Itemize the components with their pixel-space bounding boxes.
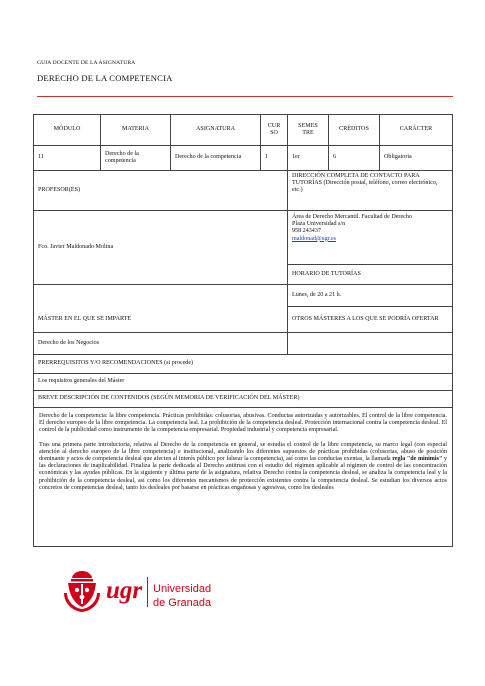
ugr-wordmark: ugr — [106, 577, 143, 604]
prereq-value: Los requisitos generales del Máster — [34, 374, 453, 391]
prereq-note: (si procede) — [164, 360, 194, 367]
master-header-row — [34, 307, 453, 333]
column-header: SEMES TRE — [288, 115, 329, 146]
professor-name: Fco. Javier Maldonado Molina — [34, 211, 288, 285]
tutoring-row — [34, 285, 453, 307]
other-masters-label: OTROS MÁSTERES A LOS QUE SE PODRÍA OFERTAR — [288, 307, 453, 333]
cell-module: 11 — [34, 146, 101, 171]
column-header: CARÁCTER — [380, 115, 453, 146]
university-crest-icon — [62, 565, 252, 615]
document-title: DERECHO DE LA COMPETENCIA — [37, 73, 173, 83]
brief-row — [34, 408, 453, 547]
brief-label: BREVE DESCRIPCIÓN DE CONTENIDOS (SEGÚN MEMORIA DE VERIFICACIÓN DEL MÁSTER) — [34, 391, 453, 408]
brief-paragraph: Tras una primera parte introductoria, relativa al Derecho de la competencia en general, se estudia el control de la libre competencia, su marco legal (con especial atención al derecho europeo de la libre competencia) e institucional, analizando los diferentes supuestos de prácticas prohibidas (colusorias, abuso de posición dominante y actos de competencia desleal que afecten al interés público por falsear la competencia), así como las conductas exentas, la llamada regla "de minimis" y las declaraciones de inaplicabilidad. Finaliza la parte dedicada al Derecho antitrust con el estudio del régimen aplicable al régimen de control de las concentración económicas y las ayudas públicas. En la siguiente y última parte de la asignatura, relativa Derecho contra la competencia desleal, se analiza la competencia leal y la prohibición de la competencia desleal, así como los diferentes mecanismos de protección existentes contra la competencia desleal. Se estudian los diversos actos concretos de competencias desleal, tanto los desleales por basarse en prácticas engañosas y agresivas, como los desleales — [39, 441, 447, 491]
table-row — [34, 146, 453, 171]
guide-label: GUIA DOCENTE DE LA ASIGNATURA — [37, 60, 136, 66]
column-header: CUR SO — [261, 115, 288, 146]
master-value: Derecho de los Negocios — [34, 333, 288, 355]
prereq-label: PRERREQUISITOS Y/O RECOMENDACIONES — [38, 360, 163, 367]
email-link[interactable]: maldonad@ugr.es — [292, 235, 337, 242]
cell-semester: 1er — [288, 146, 329, 171]
brief-header-row — [34, 391, 453, 408]
prereq-heading — [34, 355, 453, 374]
prereq-header-row — [34, 355, 453, 374]
other-masters-value — [288, 333, 453, 355]
course-info-table — [33, 114, 453, 547]
address-line: Plaza Universidad s/n — [292, 221, 346, 228]
brief-description — [34, 408, 453, 547]
address-line: Área de Derecho Mercantil. Facultad de Derecho — [292, 214, 412, 220]
contact-label: DIRECCIÓN COMPLETA DE CONTACTO PARA TUTORÍAS (Dirección postal, teléfono, correo electrónico, etc.) — [288, 171, 453, 211]
phone-number: 958 243437 — [292, 228, 321, 235]
tutoring-hours: Lunes, de 20 a 21 h. — [288, 285, 453, 307]
column-header: MATERIA — [101, 115, 171, 146]
column-header: ASIGNATURA — [171, 115, 261, 146]
professor-label: PROFESOR(ES) — [34, 171, 288, 211]
logo-separator — [147, 577, 148, 607]
cell-year: 1 — [261, 146, 288, 171]
cell-course: Derecho de la competencia — [171, 146, 261, 171]
contact-details — [288, 211, 453, 265]
professor-row — [34, 211, 453, 265]
column-header: MÓDULO — [34, 115, 101, 146]
brief-paragraph: Derecho de la competencia: la libre competencia. Prácticas prohibidas: colusorias, abusivas. Conductas autorizadas y autorizables. El control de la libre competencia. El derecho europeo de la libre competencia. La competencia leal. La prohibición de la competencia desleal. Protección internacional contra la competencia desleal. El control de la publicidad como instrumento de la competencia empresarial. Propiedad industrial y competencia empresarial. — [39, 413, 447, 434]
cell-type: Obligatoria — [380, 146, 453, 171]
master-label: MÁSTER EN EL QUE SE IMPARTE — [34, 307, 288, 333]
tutoring-label: HORARIO DE TUTORÍAS — [288, 265, 453, 285]
de-minimis-rule: regla "de minimis" — [392, 456, 443, 463]
university-name-line1: Universidad — [153, 583, 212, 595]
header-row — [34, 115, 453, 146]
cell-credits: 6 — [329, 146, 380, 171]
master-row — [34, 333, 453, 355]
column-header: CRÉDITOS — [329, 115, 380, 146]
title-divider — [37, 96, 453, 97]
prereq-row — [34, 374, 453, 391]
spacer-cell — [34, 285, 288, 307]
university-name-line2: de Granada — [153, 597, 212, 609]
professor-header-row — [34, 171, 453, 211]
university-logo — [62, 565, 252, 615]
cell-subject-area: Derecho de la competencia — [101, 146, 171, 171]
